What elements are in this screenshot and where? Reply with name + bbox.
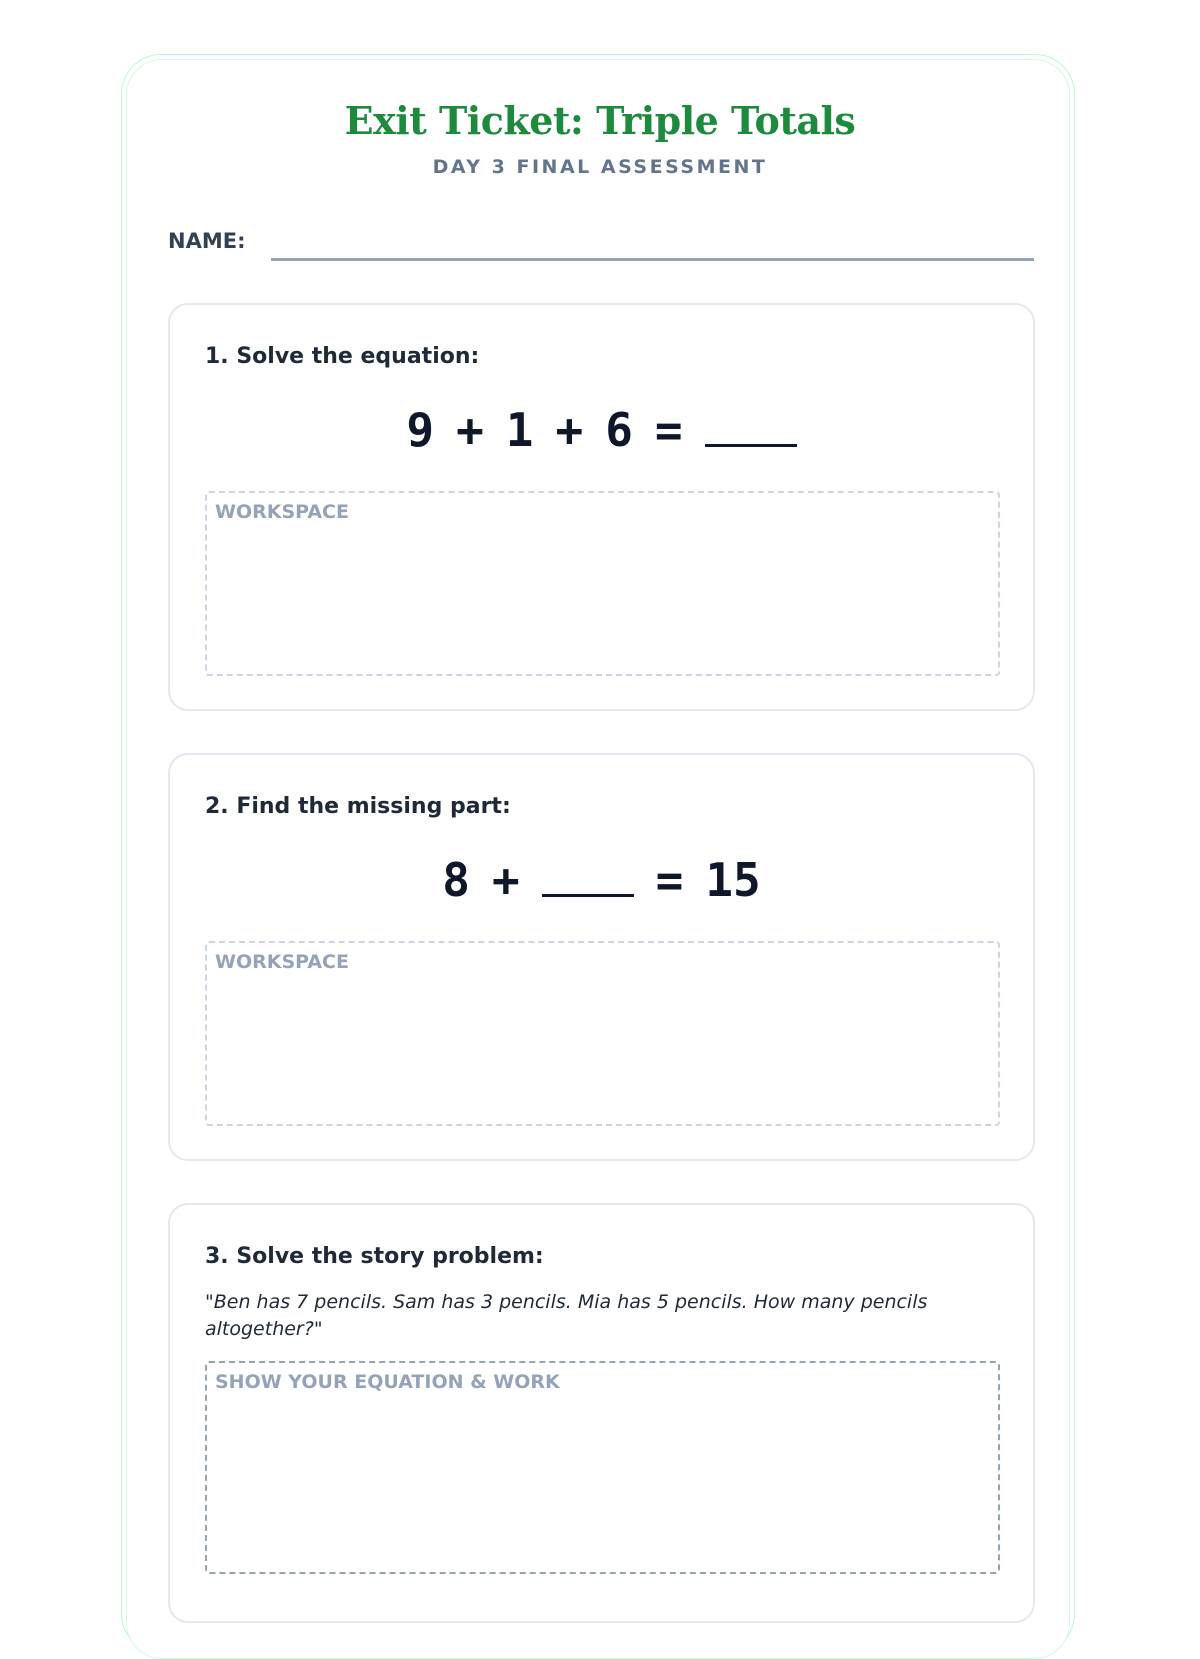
missing-part-blank[interactable]	[542, 894, 634, 897]
workspace-label: WORKSPACE	[215, 501, 349, 523]
question-card-2	[168, 753, 1035, 1161]
question-prompt: 3. Solve the story problem:	[205, 1244, 544, 1269]
equation-number: 15	[705, 853, 761, 907]
page-subtitle: DAY 3 FINAL ASSESSMENT	[432, 156, 768, 178]
workspace-box[interactable]	[205, 941, 1000, 1126]
equation-number: 1	[505, 403, 534, 457]
equation	[170, 403, 1033, 457]
plus-sign: +	[555, 403, 584, 457]
equation-number: 9	[406, 403, 435, 457]
question-card-1	[168, 303, 1035, 711]
equation-work-box[interactable]	[205, 1361, 1000, 1574]
workspace-box[interactable]	[205, 491, 1000, 676]
workspace-label: SHOW YOUR EQUATION & WORK	[215, 1371, 560, 1393]
name-label: NAME:	[168, 229, 246, 253]
story-problem-text: "Ben has 7 pencils. Sam has 3 pencils. Mia has 5 pencils. How many pencils altogether?"	[205, 1291, 928, 1340]
plus-sign: +	[456, 403, 484, 457]
plus-sign: +	[491, 853, 520, 907]
workspace-label: WORKSPACE	[215, 951, 349, 973]
question-prompt: 1. Solve the equation:	[205, 344, 480, 369]
answer-blank[interactable]	[705, 444, 797, 447]
equation-number: 6	[605, 403, 633, 457]
equals-sign: =	[654, 403, 683, 457]
equation-number: 8	[442, 853, 470, 907]
page-title: Exit Ticket: Triple Totals	[344, 98, 856, 143]
question-card-3	[168, 1203, 1035, 1623]
question-prompt: 2. Find the missing part:	[205, 794, 511, 819]
equals-sign: =	[655, 853, 684, 907]
name-input[interactable]	[271, 258, 1034, 261]
equation	[170, 853, 1033, 907]
